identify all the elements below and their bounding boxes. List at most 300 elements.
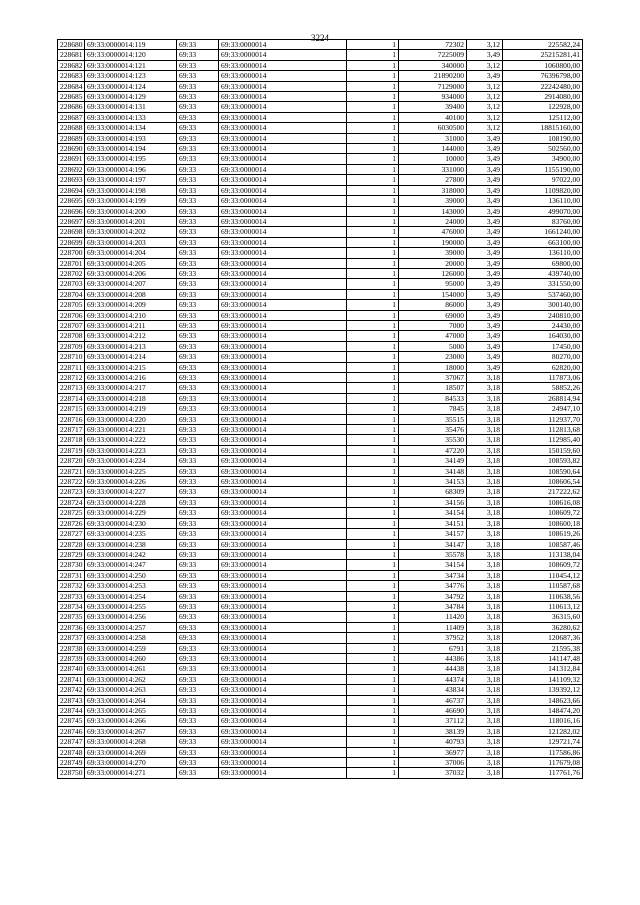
cadastral-number-cell: 69:33:0000014:134	[85, 123, 177, 133]
object-count-cell: 1	[347, 466, 399, 476]
cadastral-value-cell: 80270,00	[503, 352, 583, 362]
object-count-cell: 1	[347, 633, 399, 643]
area-cell: 34148	[399, 466, 467, 476]
table-row	[58, 71, 583, 81]
object-count-cell: 1	[347, 164, 399, 174]
cadastral-value-cell: 141147,48	[503, 653, 583, 663]
area-cell: 934000	[399, 92, 467, 102]
table-row	[58, 185, 583, 195]
cadastral-value-cell: 1109820,00	[503, 185, 583, 195]
area-cell: 47220	[399, 445, 467, 455]
object-count-cell: 1	[347, 758, 399, 768]
table-row	[58, 674, 583, 684]
row-number-cell: 228696	[58, 206, 85, 216]
table-row	[58, 445, 583, 455]
table-row	[58, 123, 583, 133]
cadastral-value-cell: 108590,64	[503, 466, 583, 476]
specific-value-cell: 3,49	[467, 206, 503, 216]
specific-value-cell: 3,18	[467, 653, 503, 663]
specific-value-cell: 3,18	[467, 414, 503, 424]
row-number-cell: 228700	[58, 248, 85, 258]
cadastral-number-cell: 69:33:0000014:230	[85, 518, 177, 528]
area-cell: 18507	[399, 383, 467, 393]
object-count-cell: 1	[347, 414, 399, 424]
table-row	[58, 591, 583, 601]
cadastral-quarter-cell: 69:33:0000014	[219, 612, 347, 622]
cadastral-value-cell: 136110,00	[503, 248, 583, 258]
object-count-cell: 1	[347, 175, 399, 185]
table-row	[58, 227, 583, 237]
area-cell: 34154	[399, 560, 467, 570]
cadastral-value-cell: 17450,00	[503, 341, 583, 351]
area-cell: 36977	[399, 747, 467, 757]
area-cell: 21890200	[399, 71, 467, 81]
specific-value-cell: 3,18	[467, 373, 503, 383]
cadastral-value-cell: 129721,74	[503, 737, 583, 747]
cadastral-number-cell: 69:33:0000014:124	[85, 81, 177, 91]
cadastral-quarter-cell: 69:33:0000014	[219, 320, 347, 330]
row-number-cell: 228743	[58, 695, 85, 705]
row-number-cell: 228708	[58, 331, 85, 341]
cadastral-value-cell: 112985,40	[503, 435, 583, 445]
table-row	[58, 539, 583, 549]
table-row	[58, 549, 583, 559]
district-code-cell: 69:33	[177, 445, 219, 455]
table-row	[58, 92, 583, 102]
district-code-cell: 69:33	[177, 133, 219, 143]
cadastral-number-cell: 69:33:0000014:254	[85, 591, 177, 601]
cadastral-value-cell: 110638,56	[503, 591, 583, 601]
district-code-cell: 69:33	[177, 664, 219, 674]
cadastral-number-cell: 69:33:0000014:223	[85, 445, 177, 455]
row-number-cell: 228728	[58, 539, 85, 549]
district-code-cell: 69:33	[177, 425, 219, 435]
object-count-cell: 1	[347, 539, 399, 549]
cadastral-number-cell: 69:33:0000014:261	[85, 664, 177, 674]
row-number-cell: 228707	[58, 320, 85, 330]
table-row	[58, 518, 583, 528]
area-cell: 20000	[399, 258, 467, 268]
table-row	[58, 373, 583, 383]
cadastral-value-cell: 537460,00	[503, 289, 583, 299]
cadastral-value-cell: 24430,00	[503, 320, 583, 330]
district-code-cell: 69:33	[177, 81, 219, 91]
specific-value-cell: 3,18	[467, 737, 503, 747]
cadastral-number-cell: 69:33:0000014:213	[85, 341, 177, 351]
row-number-cell: 228705	[58, 300, 85, 310]
area-cell: 37006	[399, 758, 467, 768]
area-cell: 7000	[399, 320, 467, 330]
specific-value-cell: 3,18	[467, 612, 503, 622]
district-code-cell: 69:33	[177, 487, 219, 497]
table-row	[58, 50, 583, 60]
area-cell: 6791	[399, 643, 467, 653]
object-count-cell: 1	[347, 227, 399, 237]
district-code-cell: 69:33	[177, 706, 219, 716]
table-row	[58, 508, 583, 518]
table-row	[58, 726, 583, 736]
object-count-cell: 1	[347, 373, 399, 383]
cadastral-number-cell: 69:33:0000014:206	[85, 268, 177, 278]
object-count-cell: 1	[347, 726, 399, 736]
row-number-cell: 228720	[58, 456, 85, 466]
cadastral-quarter-cell: 69:33:0000014	[219, 716, 347, 726]
row-number-cell: 228685	[58, 92, 85, 102]
cadastral-value-cell: 36280,62	[503, 622, 583, 632]
object-count-cell: 1	[347, 320, 399, 330]
cadastral-number-cell: 69:33:0000014:195	[85, 154, 177, 164]
cadastral-number-cell: 69:33:0000014:242	[85, 549, 177, 559]
area-cell: 18000	[399, 362, 467, 372]
specific-value-cell: 3,18	[467, 435, 503, 445]
specific-value-cell: 3,18	[467, 487, 503, 497]
specific-value-cell: 3,18	[467, 601, 503, 611]
table-row	[58, 643, 583, 653]
cadastral-value-cell: 120687,36	[503, 633, 583, 643]
cadastral-quarter-cell: 69:33:0000014	[219, 445, 347, 455]
cadastral-quarter-cell: 69:33:0000014	[219, 466, 347, 476]
specific-value-cell: 3,49	[467, 341, 503, 351]
cadastral-value-cell: 58852,26	[503, 383, 583, 393]
object-count-cell: 1	[347, 237, 399, 247]
cadastral-quarter-cell: 69:33:0000014	[219, 81, 347, 91]
cadastral-number-cell: 69:33:0000014:201	[85, 216, 177, 226]
table-row	[58, 383, 583, 393]
cadastral-value-cell: 76396798,00	[503, 71, 583, 81]
cadastral-quarter-cell: 69:33:0000014	[219, 362, 347, 372]
specific-value-cell: 3,12	[467, 81, 503, 91]
area-cell: 69000	[399, 310, 467, 320]
specific-value-cell: 3,49	[467, 237, 503, 247]
area-cell: 154000	[399, 289, 467, 299]
district-code-cell: 69:33	[177, 435, 219, 445]
district-code-cell: 69:33	[177, 737, 219, 747]
cadastral-quarter-cell: 69:33:0000014	[219, 758, 347, 768]
area-cell: 43834	[399, 685, 467, 695]
area-cell: 7845	[399, 404, 467, 414]
table-body	[58, 40, 583, 779]
district-code-cell: 69:33	[177, 289, 219, 299]
cadastral-number-cell: 69:33:0000014:119	[85, 40, 177, 50]
cadastral-value-cell: 108619,26	[503, 529, 583, 539]
table-row	[58, 60, 583, 70]
row-number-cell: 228741	[58, 674, 85, 684]
specific-value-cell: 3,18	[467, 466, 503, 476]
district-code-cell: 69:33	[177, 591, 219, 601]
area-cell: 11409	[399, 622, 467, 632]
cadastral-value-cell: 118016,16	[503, 716, 583, 726]
specific-value-cell: 3,12	[467, 92, 503, 102]
specific-value-cell: 3,12	[467, 102, 503, 112]
specific-value-cell: 3,49	[467, 185, 503, 195]
table-row	[58, 289, 583, 299]
cadastral-number-cell: 69:33:0000014:203	[85, 237, 177, 247]
cadastral-quarter-cell: 69:33:0000014	[219, 331, 347, 341]
district-code-cell: 69:33	[177, 653, 219, 663]
row-number-cell: 228730	[58, 560, 85, 570]
area-cell: 331000	[399, 164, 467, 174]
specific-value-cell: 3,49	[467, 196, 503, 206]
object-count-cell: 1	[347, 144, 399, 154]
cadastral-quarter-cell: 69:33:0000014	[219, 175, 347, 185]
cadastral-number-cell: 69:33:0000014:221	[85, 425, 177, 435]
district-code-cell: 69:33	[177, 581, 219, 591]
row-number-cell: 228711	[58, 362, 85, 372]
row-number-cell: 228699	[58, 237, 85, 247]
cadastral-value-cell: 2914080,00	[503, 92, 583, 102]
row-number-cell: 228694	[58, 185, 85, 195]
cadastral-value-cell: 499070,00	[503, 206, 583, 216]
cadastral-quarter-cell: 69:33:0000014	[219, 393, 347, 403]
cadastral-value-cell: 108616,08	[503, 497, 583, 507]
cadastral-quarter-cell: 69:33:0000014	[219, 456, 347, 466]
district-code-cell: 69:33	[177, 601, 219, 611]
cadastral-number-cell: 69:33:0000014:256	[85, 612, 177, 622]
district-code-cell: 69:33	[177, 206, 219, 216]
cadastral-value-cell: 663100,00	[503, 237, 583, 247]
area-cell: 37067	[399, 373, 467, 383]
object-count-cell: 1	[347, 393, 399, 403]
row-number-cell: 228692	[58, 164, 85, 174]
cadastral-value-cell: 97022,00	[503, 175, 583, 185]
area-cell: 318000	[399, 185, 467, 195]
cadastral-value-cell: 22242480,00	[503, 81, 583, 91]
cadastral-quarter-cell: 69:33:0000014	[219, 601, 347, 611]
district-code-cell: 69:33	[177, 414, 219, 424]
cadastral-quarter-cell: 69:33:0000014	[219, 310, 347, 320]
district-code-cell: 69:33	[177, 508, 219, 518]
cadastral-number-cell: 69:33:0000014:270	[85, 758, 177, 768]
cadastral-number-cell: 69:33:0000014:238	[85, 539, 177, 549]
table-row	[58, 425, 583, 435]
object-count-cell: 1	[347, 50, 399, 60]
cadastral-number-cell: 69:33:0000014:133	[85, 112, 177, 122]
specific-value-cell: 3,49	[467, 216, 503, 226]
specific-value-cell: 3,49	[467, 279, 503, 289]
specific-value-cell: 3,18	[467, 560, 503, 570]
cadastral-number-cell: 69:33:0000014:199	[85, 196, 177, 206]
district-code-cell: 69:33	[177, 60, 219, 70]
object-count-cell: 1	[347, 508, 399, 518]
cadastral-value-cell: 108609,72	[503, 508, 583, 518]
row-number-cell: 228737	[58, 633, 85, 643]
specific-value-cell: 3,18	[467, 404, 503, 414]
area-cell: 34157	[399, 529, 467, 539]
cadastral-number-cell: 69:33:0000014:200	[85, 206, 177, 216]
district-code-cell: 69:33	[177, 456, 219, 466]
district-code-cell: 69:33	[177, 404, 219, 414]
cadastral-quarter-cell: 69:33:0000014	[219, 268, 347, 278]
cadastral-value-cell: 141312,84	[503, 664, 583, 674]
cadastral-quarter-cell: 69:33:0000014	[219, 248, 347, 258]
table-row	[58, 216, 583, 226]
area-cell: 95000	[399, 279, 467, 289]
cadastral-value-cell: 83760,00	[503, 216, 583, 226]
row-number-cell: 228732	[58, 581, 85, 591]
object-count-cell: 1	[347, 248, 399, 258]
row-number-cell: 228725	[58, 508, 85, 518]
object-count-cell: 1	[347, 268, 399, 278]
cadastral-quarter-cell: 69:33:0000014	[219, 549, 347, 559]
cadastral-value-cell: 108609,72	[503, 560, 583, 570]
area-cell: 34734	[399, 570, 467, 580]
table-row	[58, 466, 583, 476]
cadastral-value-cell: 117873,06	[503, 373, 583, 383]
object-count-cell: 1	[347, 258, 399, 268]
district-code-cell: 69:33	[177, 50, 219, 60]
specific-value-cell: 3,12	[467, 123, 503, 133]
row-number-cell: 228681	[58, 50, 85, 60]
cadastral-value-cell: 121282,02	[503, 726, 583, 736]
table-row	[58, 81, 583, 91]
specific-value-cell: 3,18	[467, 477, 503, 487]
cadastral-value-cell: 108587,46	[503, 539, 583, 549]
table-row	[58, 633, 583, 643]
table-row	[58, 747, 583, 757]
district-code-cell: 69:33	[177, 310, 219, 320]
object-count-cell: 1	[347, 487, 399, 497]
cadastral-value-cell: 148623,66	[503, 695, 583, 705]
row-number-cell: 228750	[58, 768, 85, 778]
specific-value-cell: 3,12	[467, 60, 503, 70]
cadastral-quarter-cell: 69:33:0000014	[219, 50, 347, 60]
cadastral-number-cell: 69:33:0000014:247	[85, 560, 177, 570]
cadastral-number-cell: 69:33:0000014:209	[85, 300, 177, 310]
row-number-cell: 228719	[58, 445, 85, 455]
district-code-cell: 69:33	[177, 383, 219, 393]
table-row	[58, 664, 583, 674]
district-code-cell: 69:33	[177, 40, 219, 50]
specific-value-cell: 3,18	[467, 445, 503, 455]
object-count-cell: 1	[347, 622, 399, 632]
row-number-cell: 228726	[58, 518, 85, 528]
cadastral-quarter-cell: 69:33:0000014	[219, 164, 347, 174]
table-row	[58, 320, 583, 330]
area-cell: 34153	[399, 477, 467, 487]
cadastral-quarter-cell: 69:33:0000014	[219, 581, 347, 591]
cadastral-number-cell: 69:33:0000014:197	[85, 175, 177, 185]
district-code-cell: 69:33	[177, 352, 219, 362]
cadastral-quarter-cell: 69:33:0000014	[219, 737, 347, 747]
object-count-cell: 1	[347, 289, 399, 299]
cadastral-number-cell: 69:33:0000014:262	[85, 674, 177, 684]
cadastral-quarter-cell: 69:33:0000014	[219, 60, 347, 70]
table-row	[58, 653, 583, 663]
object-count-cell: 1	[347, 591, 399, 601]
table-row	[58, 279, 583, 289]
cadastral-number-cell: 69:33:0000014:269	[85, 747, 177, 757]
specific-value-cell: 3,18	[467, 508, 503, 518]
cadastral-value-cell: 110587,68	[503, 581, 583, 591]
area-cell: 31000	[399, 133, 467, 143]
district-code-cell: 69:33	[177, 268, 219, 278]
object-count-cell: 1	[347, 549, 399, 559]
table-row	[58, 706, 583, 716]
cadastral-value-cell: 108600,18	[503, 518, 583, 528]
row-number-cell: 228735	[58, 612, 85, 622]
object-count-cell: 1	[347, 154, 399, 164]
row-number-cell: 228686	[58, 102, 85, 112]
area-cell: 40100	[399, 112, 467, 122]
specific-value-cell: 3,49	[467, 320, 503, 330]
row-number-cell: 228687	[58, 112, 85, 122]
table-row	[58, 196, 583, 206]
cadastral-value-cell: 112937,70	[503, 414, 583, 424]
specific-value-cell: 3,12	[467, 112, 503, 122]
area-cell: 6030500	[399, 123, 467, 133]
row-number-cell: 228748	[58, 747, 85, 757]
cadastral-number-cell: 69:33:0000014:258	[85, 633, 177, 643]
table-row	[58, 404, 583, 414]
specific-value-cell: 3,49	[467, 268, 503, 278]
district-code-cell: 69:33	[177, 393, 219, 403]
table-row	[58, 40, 583, 50]
cadastral-number-cell: 69:33:0000014:205	[85, 258, 177, 268]
cadastral-quarter-cell: 69:33:0000014	[219, 508, 347, 518]
object-count-cell: 1	[347, 92, 399, 102]
cadastral-value-cell: 148474,20	[503, 706, 583, 716]
object-count-cell: 1	[347, 206, 399, 216]
cadastral-number-cell: 69:33:0000014:226	[85, 477, 177, 487]
specific-value-cell: 3,18	[467, 383, 503, 393]
table-row	[58, 154, 583, 164]
cadastral-quarter-cell: 69:33:0000014	[219, 258, 347, 268]
row-number-cell: 228684	[58, 81, 85, 91]
object-count-cell: 1	[347, 362, 399, 372]
table-row	[58, 237, 583, 247]
cadastral-quarter-cell: 69:33:0000014	[219, 591, 347, 601]
table-row	[58, 716, 583, 726]
cadastral-value-cell: 24947,10	[503, 404, 583, 414]
table-row	[58, 529, 583, 539]
cadastral-quarter-cell: 69:33:0000014	[219, 477, 347, 487]
area-cell: 40793	[399, 737, 467, 747]
district-code-cell: 69:33	[177, 144, 219, 154]
cadastral-value-cell: 69800,00	[503, 258, 583, 268]
area-cell: 37952	[399, 633, 467, 643]
specific-value-cell: 3,49	[467, 352, 503, 362]
cadastral-quarter-cell: 69:33:0000014	[219, 227, 347, 237]
district-code-cell: 69:33	[177, 373, 219, 383]
specific-value-cell: 3,49	[467, 133, 503, 143]
district-code-cell: 69:33	[177, 758, 219, 768]
specific-value-cell: 3,18	[467, 716, 503, 726]
specific-value-cell: 3,49	[467, 71, 503, 81]
cadastral-value-cell: 331550,00	[503, 279, 583, 289]
cadastral-number-cell: 69:33:0000014:271	[85, 768, 177, 778]
row-number-cell: 228745	[58, 716, 85, 726]
object-count-cell: 1	[347, 653, 399, 663]
row-number-cell: 228734	[58, 601, 85, 611]
district-code-cell: 69:33	[177, 570, 219, 580]
district-code-cell: 69:33	[177, 71, 219, 81]
cadastral-value-cell: 1661240,00	[503, 227, 583, 237]
row-number-cell: 228739	[58, 653, 85, 663]
object-count-cell: 1	[347, 477, 399, 487]
district-code-cell: 69:33	[177, 685, 219, 695]
district-code-cell: 69:33	[177, 320, 219, 330]
object-count-cell: 1	[347, 341, 399, 351]
specific-value-cell: 3,18	[467, 674, 503, 684]
district-code-cell: 69:33	[177, 674, 219, 684]
cadastral-quarter-cell: 69:33:0000014	[219, 40, 347, 50]
row-number-cell: 228721	[58, 466, 85, 476]
specific-value-cell: 3,18	[467, 393, 503, 403]
specific-value-cell: 3,12	[467, 40, 503, 50]
row-number-cell: 228744	[58, 706, 85, 716]
object-count-cell: 1	[347, 60, 399, 70]
district-code-cell: 69:33	[177, 362, 219, 372]
